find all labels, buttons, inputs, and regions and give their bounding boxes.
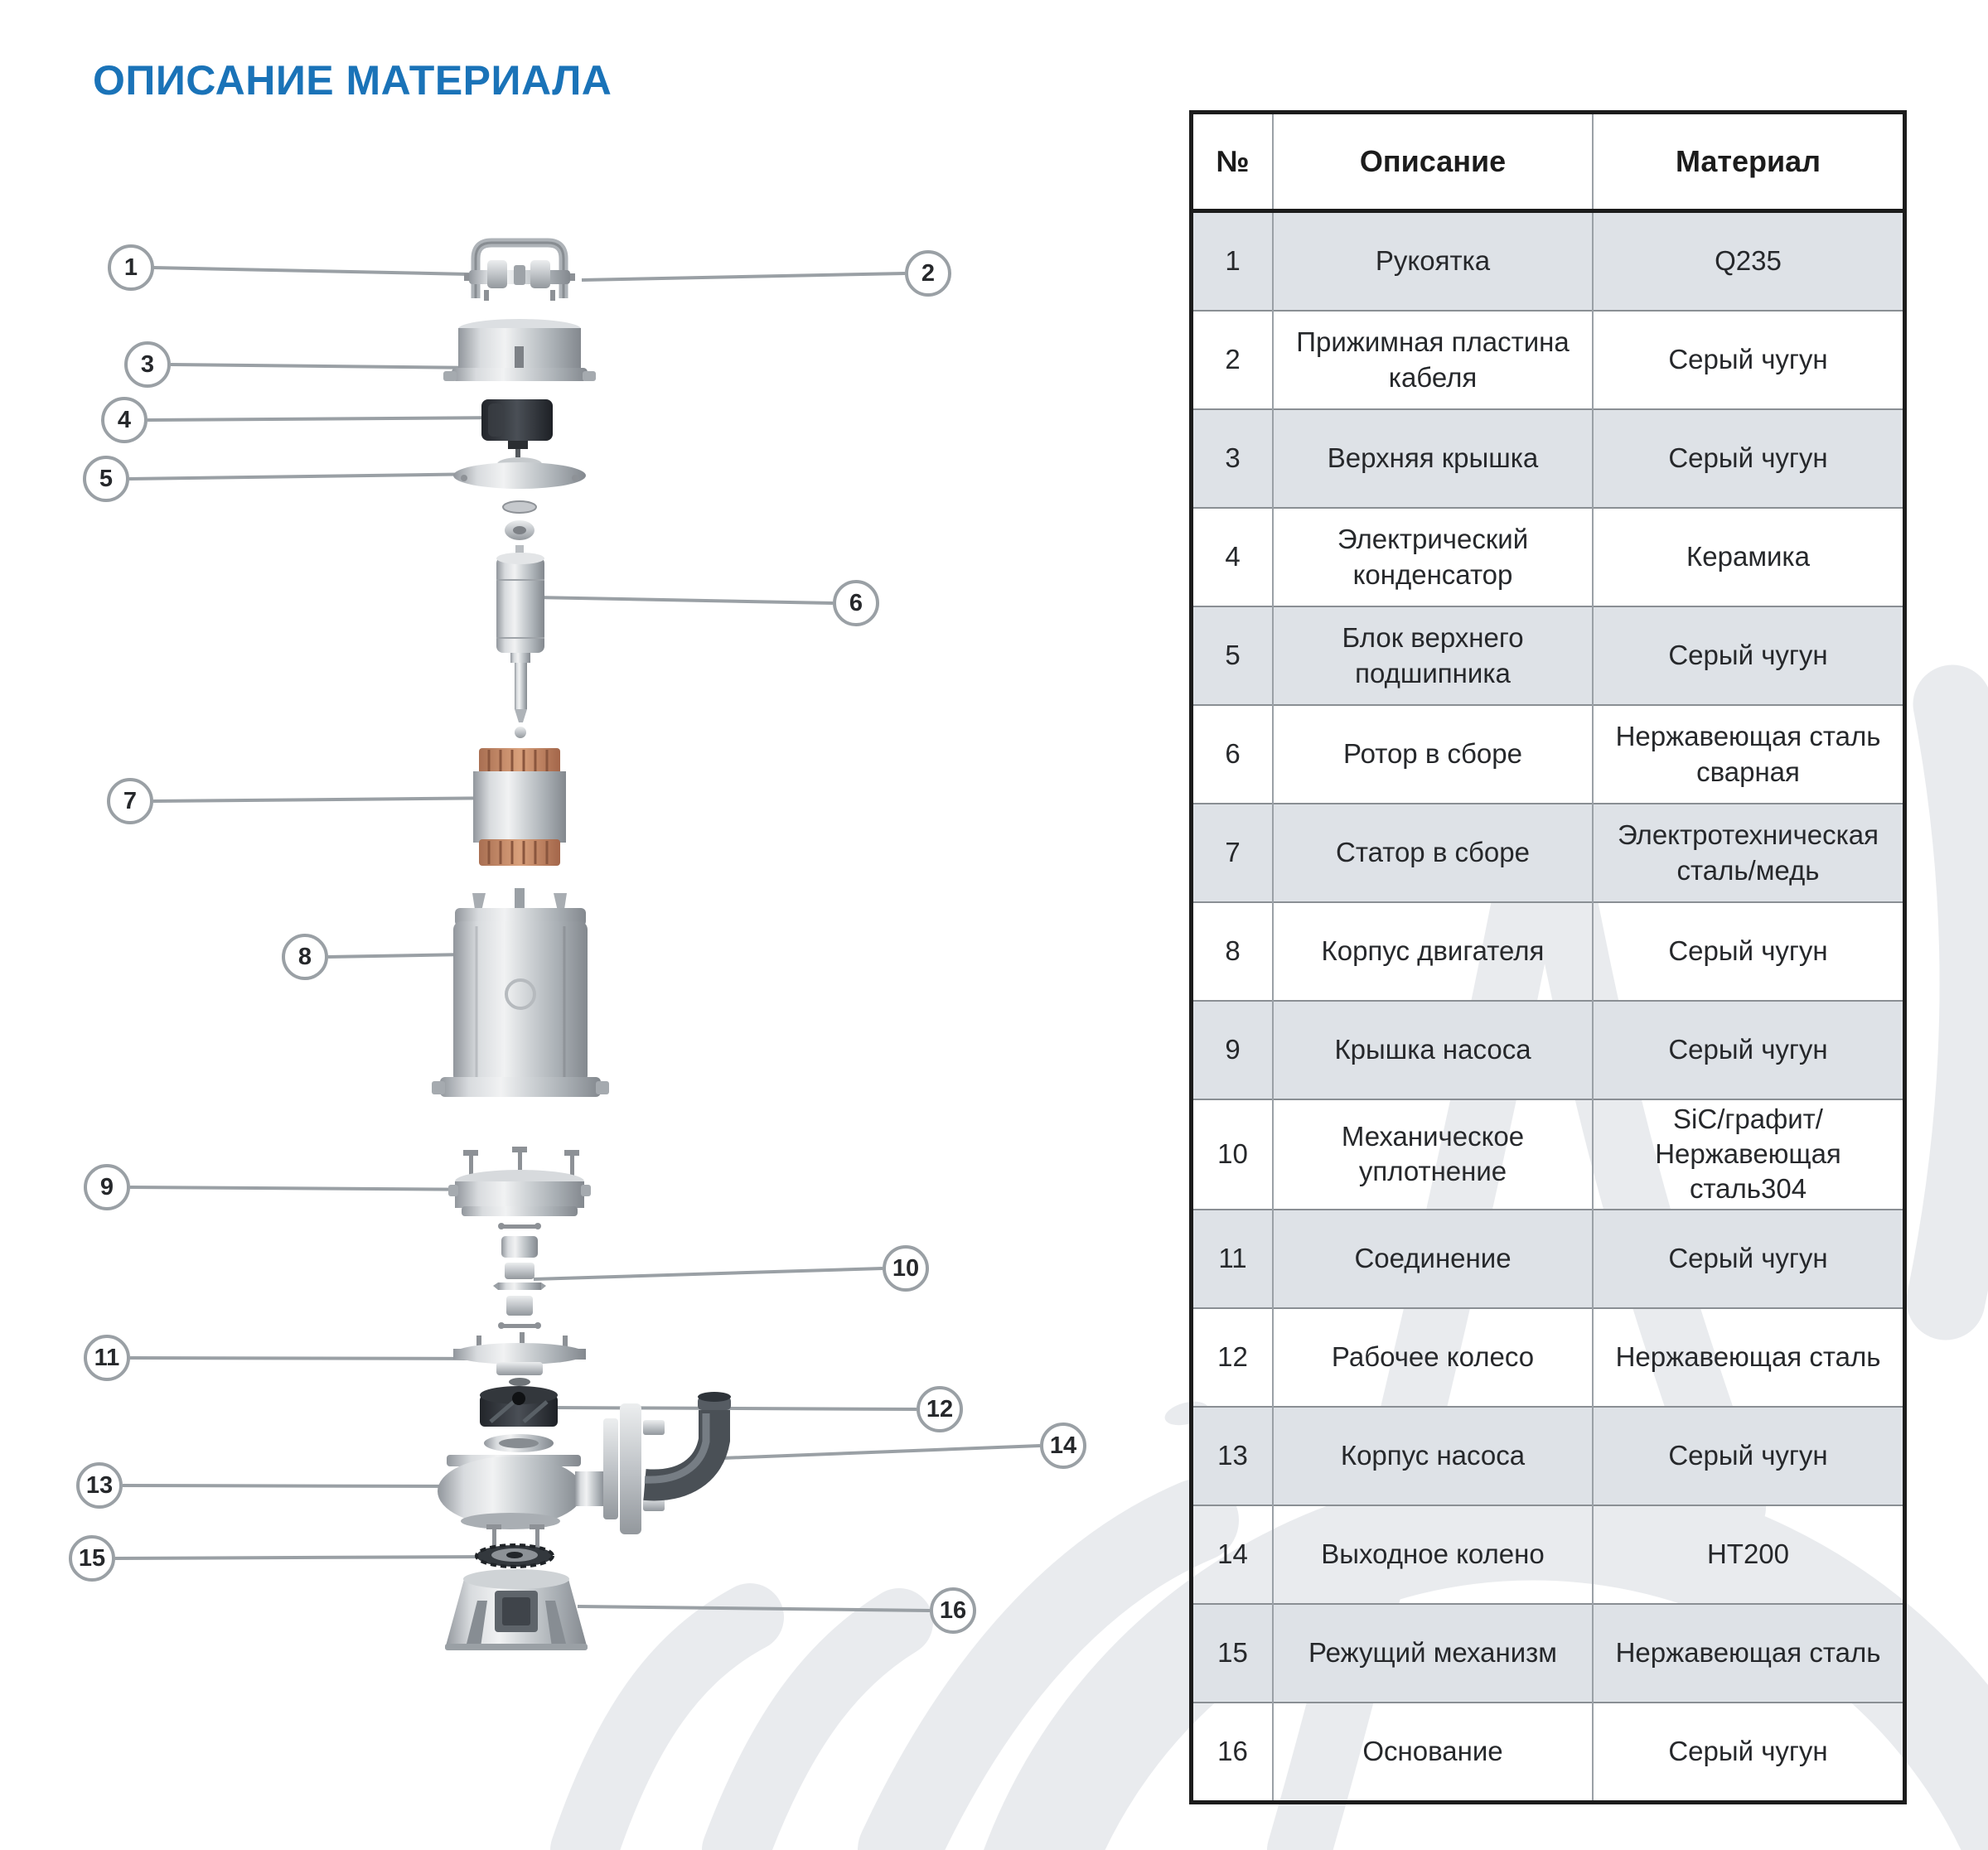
cell-desc: Блок верхнего подшипника [1273, 606, 1593, 705]
callout-13 [76, 1462, 123, 1509]
header-desc: Описание [1273, 114, 1593, 211]
table-row [1193, 1703, 1903, 1800]
part-8-motor-housing [432, 888, 609, 1097]
cell-material: Серый чугун [1593, 902, 1903, 1001]
cell-material: SiC/графит/ Нержавеющая сталь304 [1593, 1099, 1903, 1210]
cell-desc: Рабочее колесо [1273, 1308, 1593, 1407]
callout-14-number: 14 [1049, 1432, 1077, 1459]
cell-num: 13 [1193, 1407, 1273, 1505]
cell-desc: Механическое уплотнение [1273, 1099, 1593, 1210]
part-3-top-cover [443, 319, 596, 381]
cell-material: Серый чугун [1593, 311, 1903, 409]
cell-desc: Электрический конденсатор [1273, 508, 1593, 606]
cell-num: 12 [1217, 1341, 1248, 1373]
cell-num: 1 [1193, 211, 1273, 312]
page-title: ОПИСАНИЕ МАТЕРИАЛА [93, 57, 612, 104]
part-2-cable-clamp-plate [464, 260, 575, 301]
cell-material: Нержавеющая сталь [1593, 1308, 1903, 1407]
table-row [1193, 705, 1903, 804]
cell-material: Серый чугун [1593, 1407, 1903, 1505]
part-13-pump-housing [438, 1455, 605, 1548]
callout-14 [1040, 1423, 1086, 1469]
cell-desc: Корпус двигателя [1273, 902, 1593, 1001]
cell-desc: Соединение [1273, 1210, 1593, 1308]
callout-7-number: 7 [123, 787, 138, 814]
table-row [1193, 1407, 1903, 1505]
cell-material: Серый чугун [1593, 409, 1903, 508]
cell-material: Нержавеющая сталь [1593, 1604, 1903, 1703]
callout-3 [124, 341, 171, 388]
callout-3-number: 3 [140, 350, 155, 378]
callout-9 [84, 1164, 130, 1210]
callout-16 [930, 1587, 976, 1634]
table-row [1193, 804, 1903, 902]
cell-num: 14 [1217, 1538, 1248, 1570]
part-12-impeller [480, 1386, 558, 1452]
callout-5-number: 5 [99, 465, 114, 492]
callout-15 [69, 1535, 115, 1582]
cell-num: 5 [1193, 606, 1273, 705]
cell-material: Q235 [1593, 211, 1903, 312]
cell-desc: Корпус насоса [1273, 1407, 1593, 1505]
callout-6 [833, 580, 879, 626]
cell-num: 9 [1193, 1001, 1273, 1099]
cell-num: 4 [1225, 541, 1241, 572]
part-11-coupling [453, 1332, 586, 1386]
table-header-row [1193, 114, 1903, 211]
callout-4 [101, 397, 148, 443]
callout-6-number: 6 [849, 589, 863, 616]
cell-desc: Режущий механизм [1273, 1604, 1593, 1703]
cell-desc: Крышка насоса [1273, 1001, 1593, 1099]
cell-material: Керамика [1593, 508, 1903, 606]
table-row [1193, 902, 1903, 1001]
callout-11-number: 11 [94, 1344, 120, 1371]
callout-5 [83, 456, 129, 502]
header-material: Материал [1593, 114, 1903, 211]
part-16-base [445, 1569, 588, 1650]
callout-1-number: 1 [123, 254, 138, 281]
cell-material: HT200 [1593, 1505, 1903, 1604]
cell-material: Серый чугун [1593, 1001, 1903, 1099]
table-row [1193, 1308, 1903, 1407]
cell-material: Электротехническая сталь/медь [1593, 804, 1903, 902]
table-row [1193, 409, 1903, 508]
part-7-stator-assembly [473, 748, 566, 866]
materials-table [1189, 110, 1907, 1804]
cell-desc: Статор в сборе [1273, 804, 1593, 902]
cell-num: 15 [1193, 1604, 1273, 1703]
callout-12-number: 12 [926, 1395, 954, 1423]
callout-8 [282, 934, 328, 980]
part-6-rotor-assembly [496, 545, 544, 738]
cell-num: 6 [1225, 738, 1241, 770]
cell-desc: Прижимная пластина кабеля [1273, 311, 1593, 409]
cell-material: Серый чугун [1593, 1210, 1903, 1308]
cell-num: 10 [1217, 1138, 1248, 1170]
callout-2 [905, 250, 951, 297]
header-num: № [1193, 114, 1273, 211]
callout-1 [108, 244, 154, 291]
table-row [1193, 1604, 1903, 1703]
callout-15-number: 15 [78, 1544, 106, 1572]
table-row [1193, 1001, 1903, 1099]
callout-11 [84, 1335, 130, 1381]
cell-desc: Выходное колено [1273, 1505, 1593, 1604]
callout-8-number: 8 [297, 943, 312, 970]
table-row [1193, 606, 1903, 705]
table-row [1193, 211, 1903, 312]
part-14-outlet-elbow [603, 1392, 731, 1534]
part-5-upper-bearing-block [453, 457, 586, 540]
callout-7 [107, 778, 153, 824]
table-row [1193, 1099, 1903, 1210]
part-4-capacitor [481, 399, 553, 457]
cell-desc: Ротор в сборе [1273, 705, 1593, 804]
callout-9-number: 9 [99, 1173, 114, 1200]
cell-material: Серый чугун [1593, 606, 1903, 705]
cell-material: Серый чугун [1593, 1703, 1903, 1800]
cell-desc: Верхняя крышка [1273, 409, 1593, 508]
cell-num: 3 [1193, 409, 1273, 508]
callout-13-number: 13 [85, 1471, 114, 1499]
table-row [1193, 508, 1903, 606]
callout-16-number: 16 [939, 1596, 967, 1624]
callout-10 [883, 1245, 929, 1292]
table-row [1193, 1210, 1903, 1308]
part-9-pump-cover [448, 1147, 591, 1216]
table-row [1193, 311, 1903, 409]
cell-num: 7 [1193, 804, 1273, 902]
part-10-mechanical-seal [493, 1223, 546, 1329]
part-15-cutting-mechanism [476, 1545, 553, 1567]
callout-12 [917, 1386, 963, 1432]
cell-num: 8 [1225, 935, 1241, 967]
cell-num: 2 [1225, 344, 1241, 375]
callout-2-number: 2 [921, 259, 936, 287]
cell-num: 11 [1193, 1210, 1273, 1308]
cell-desc: Основание [1273, 1703, 1593, 1800]
cell-material: Нержавеющая сталь сварная [1593, 705, 1903, 804]
cell-num: 16 [1217, 1736, 1248, 1767]
cell-desc: Рукоятка [1273, 211, 1593, 312]
callout-4-number: 4 [117, 406, 132, 433]
callout-10-number: 10 [892, 1254, 920, 1282]
table-row [1193, 1505, 1903, 1604]
